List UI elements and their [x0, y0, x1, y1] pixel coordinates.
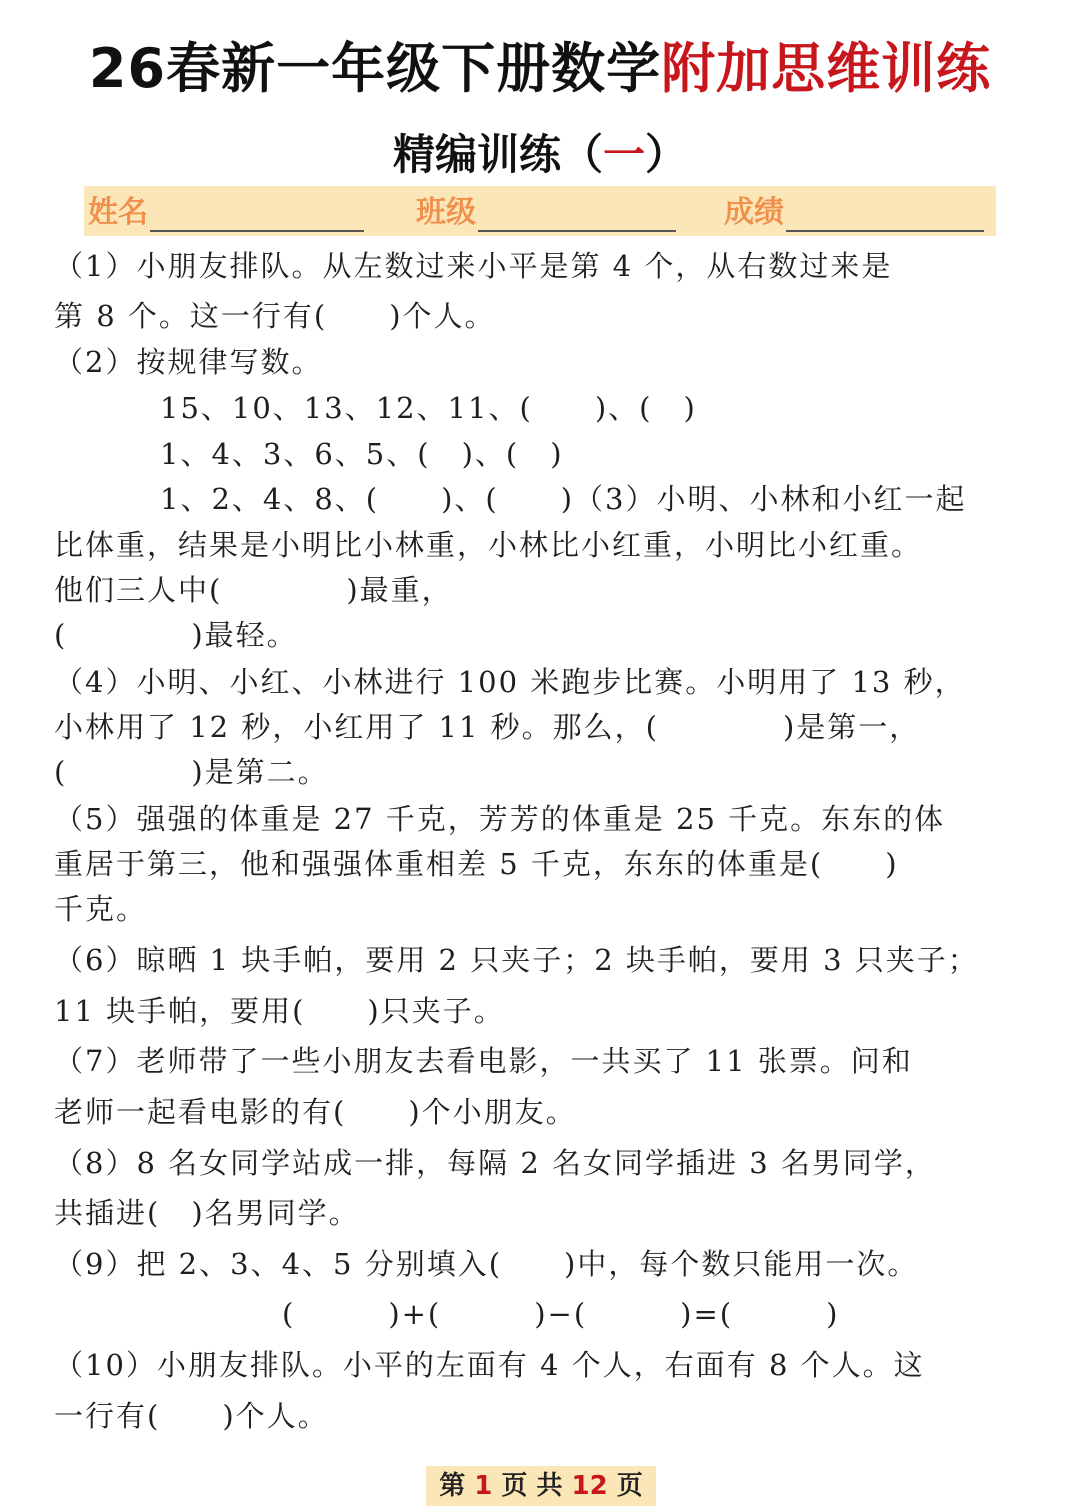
worksheet-subtitle [0, 124, 1080, 186]
question-line: （4）小明、小红、小林进行 100 米跑步比赛。小明用了 13 秒， [54, 665, 966, 699]
question-line: 1、4、3、6、5、( )、( ) [160, 437, 564, 471]
class-line[interactable] [478, 230, 676, 232]
page-suffix: 页 [607, 1471, 643, 1501]
question-line: （2）按规律写数。 [54, 345, 323, 379]
score-field[interactable] [724, 186, 984, 236]
question-line: 15、10、13、12、11、( )、( ) [160, 391, 697, 425]
class-field[interactable] [416, 186, 676, 236]
student-info-bar [84, 186, 996, 236]
total-page-number: 12 [571, 1471, 608, 1501]
question-line: 1、2、4、8、( )、( )（3）小明、小林和小红一起 [160, 482, 967, 516]
question-line: 千克。 [54, 892, 148, 926]
question-line: 11 块手帕，要用( )只夹子。 [54, 994, 505, 1028]
page-prefix: 第 [439, 1471, 475, 1501]
question-line: （9）把 2、3、4、5 分别填入( )中，每个数只能用一次。 [54, 1247, 919, 1281]
question-line: 老师一起看电影的有( )个小朋友。 [54, 1095, 577, 1129]
subtitle-pre: 精编训练（ [392, 130, 603, 179]
name-field[interactable] [88, 186, 364, 236]
page-middle: 页 共 [492, 1471, 572, 1501]
question-line: 重居于第三，他和强强体重相差 5 千克，东东的体重是( ) [54, 847, 899, 881]
question-line: （8）8 名女同学站成一排，每隔 2 名女同学插进 3 名男同学， [54, 1146, 936, 1180]
subtitle-highlight: 一 [602, 130, 645, 179]
subtitle-post: ） [645, 130, 688, 179]
title-main: 26春新一年级下册数学 [88, 37, 662, 100]
question-line: 小林用了 12 秒，小红用了 11 秒。那么，( )是第一， [54, 710, 921, 744]
title-highlight: 附加思维训练 [661, 37, 992, 100]
question-line: （10）小朋友排队。小平的左面有 4 个人，右面有 8 个人。这 [54, 1348, 925, 1382]
question-line: 他们三人中( )最重， [54, 573, 453, 607]
question-line: 比体重，结果是小明比小林重，小林比小红重，小明比小红重。 [54, 528, 923, 562]
score-label: 成绩 [724, 195, 784, 230]
worksheet-title [0, 34, 1080, 104]
question-line: ( )是第二。 [54, 755, 329, 789]
equation-line: ( )+( )−( )=( ) [282, 1297, 840, 1331]
question-line: （6）晾晒 1 块手帕，要用 2 只夹子；2 块手帕，要用 3 只夹子； [54, 943, 979, 977]
question-line: ( )最轻。 [54, 618, 298, 652]
question-line: （1）小朋友排队。从左数过来小平是第 4 个，从右数过来是 [54, 249, 893, 283]
current-page-number: 1 [474, 1471, 493, 1501]
question-line: （5）强强的体重是 27 千克，芳芳的体重是 25 千克。东东的体 [54, 802, 946, 836]
question-line: 第 8 个。这一行有( )个人。 [54, 299, 496, 333]
name-label: 姓名 [88, 195, 148, 230]
name-line[interactable] [150, 230, 364, 232]
question-line: （7）老师带了一些小朋友去看电影，一共买了 11 张票。问和 [54, 1044, 913, 1078]
score-line[interactable] [786, 230, 984, 232]
question-line: 共插进( )名男同学。 [54, 1196, 360, 1230]
class-label: 班级 [416, 195, 476, 230]
question-line: 一行有( )个人。 [54, 1399, 329, 1433]
page-indicator [426, 1466, 656, 1506]
